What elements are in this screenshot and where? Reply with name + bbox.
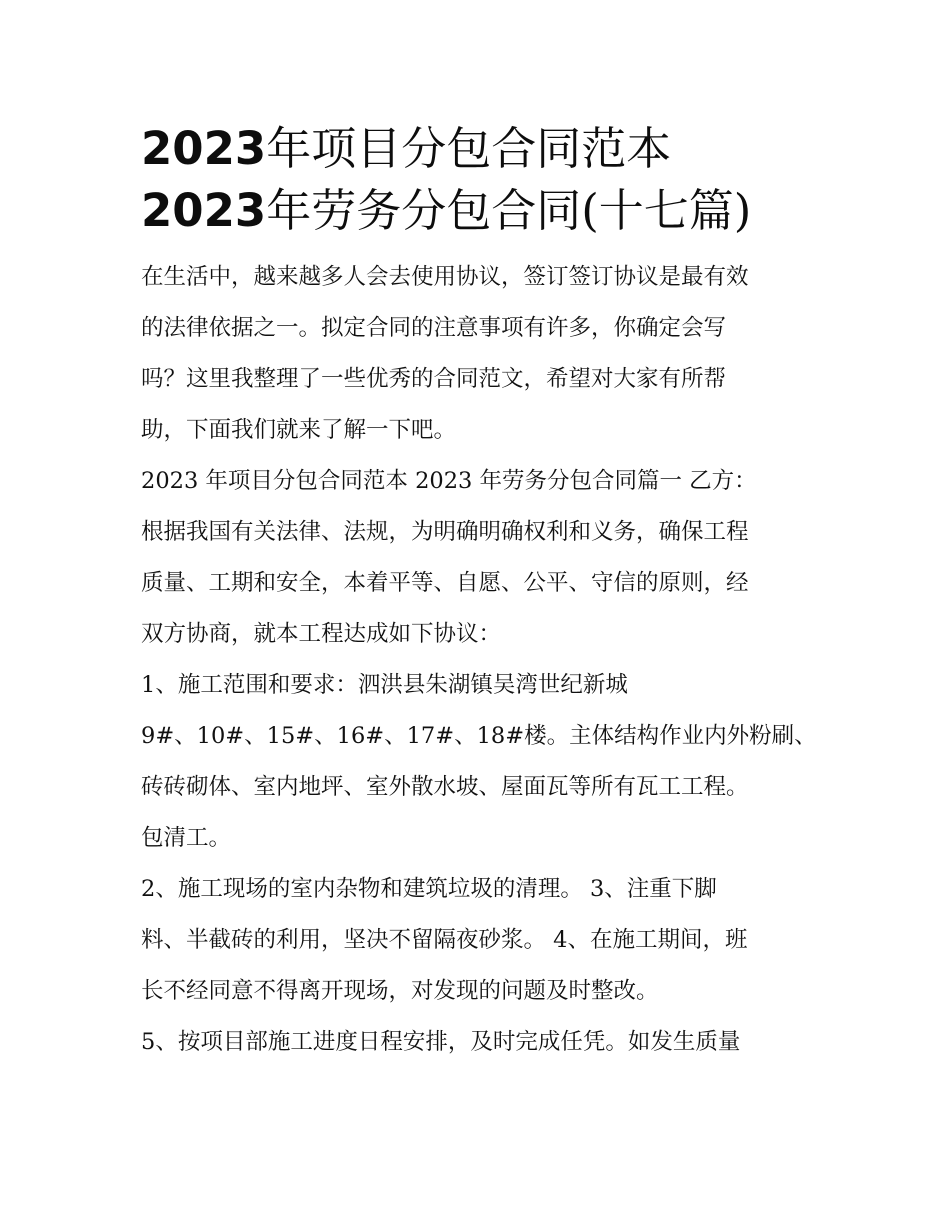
title-text-2: 年劳务分包合同(十七篇)	[266, 184, 752, 237]
title-year-2: 2023	[141, 184, 267, 237]
text-line: 的法律依据之一。拟定合同的注意事项有许多，你确定会写	[141, 315, 727, 341]
section-heading-paragraph	[141, 456, 821, 507]
document-title	[141, 118, 821, 242]
text-line: 在生活中，越来越多人会去使用协议，签订签订协议是最有效	[141, 264, 749, 290]
title-line-2	[141, 180, 821, 242]
text-line: 长不经同意不得离开现场，对发现的问题及时整改。	[141, 978, 659, 1004]
document-page	[141, 118, 821, 1068]
text-line: 助，下面我们就来了解一下吧。	[141, 417, 457, 443]
intro-paragraph	[141, 252, 821, 456]
text-line: 根据我国有关法律、法规，为明确明确权利和义务，确保工程	[141, 519, 749, 545]
text-line: 2023 年项目分包合同范本 2023 年劳务分包合同篇一 乙方：	[141, 468, 757, 494]
preamble-paragraph	[141, 507, 821, 660]
text-line: 1、施工范围和要求：泗洪县朱湖镇吴湾世纪新城	[141, 672, 628, 698]
text-line: 料、半截砖的利用，坚决不留隔夜砂浆。 4、在施工期间，班	[141, 927, 748, 953]
title-year-1: 2023	[141, 122, 267, 175]
text-line: 2、施工现场的室内杂物和建筑垃圾的清理。 3、注重下脚	[141, 876, 717, 902]
text-line: 双方协商，就本工程达成如下协议：	[141, 621, 502, 647]
clause-5-paragraph	[141, 1017, 821, 1068]
clause-1-paragraph	[141, 660, 821, 864]
text-line: 吗？这里我整理了一些优秀的合同范文，希望对大家有所帮	[141, 366, 727, 392]
title-line-1	[141, 118, 821, 180]
text-line: 砖砖砌体、室内地坪、室外散水坡、屋面瓦等所有瓦工工程。	[141, 774, 749, 800]
document-body	[141, 252, 821, 1068]
clause-2-4-paragraph	[141, 864, 821, 1017]
text-line: 包清工。	[141, 825, 232, 851]
title-text-1: 年项目分包合同范本	[266, 122, 672, 175]
text-line: 质量、工期和安全，本着平等、自愿、公平、守信的原则，经	[141, 570, 749, 596]
text-line: 9#、10#、15#、16#、17#、18#楼。主体结构作业内外粉刷、	[141, 723, 817, 749]
text-line: 5、按项目部施工进度日程安排，及时完成任凭。如发生质量	[141, 1029, 741, 1055]
